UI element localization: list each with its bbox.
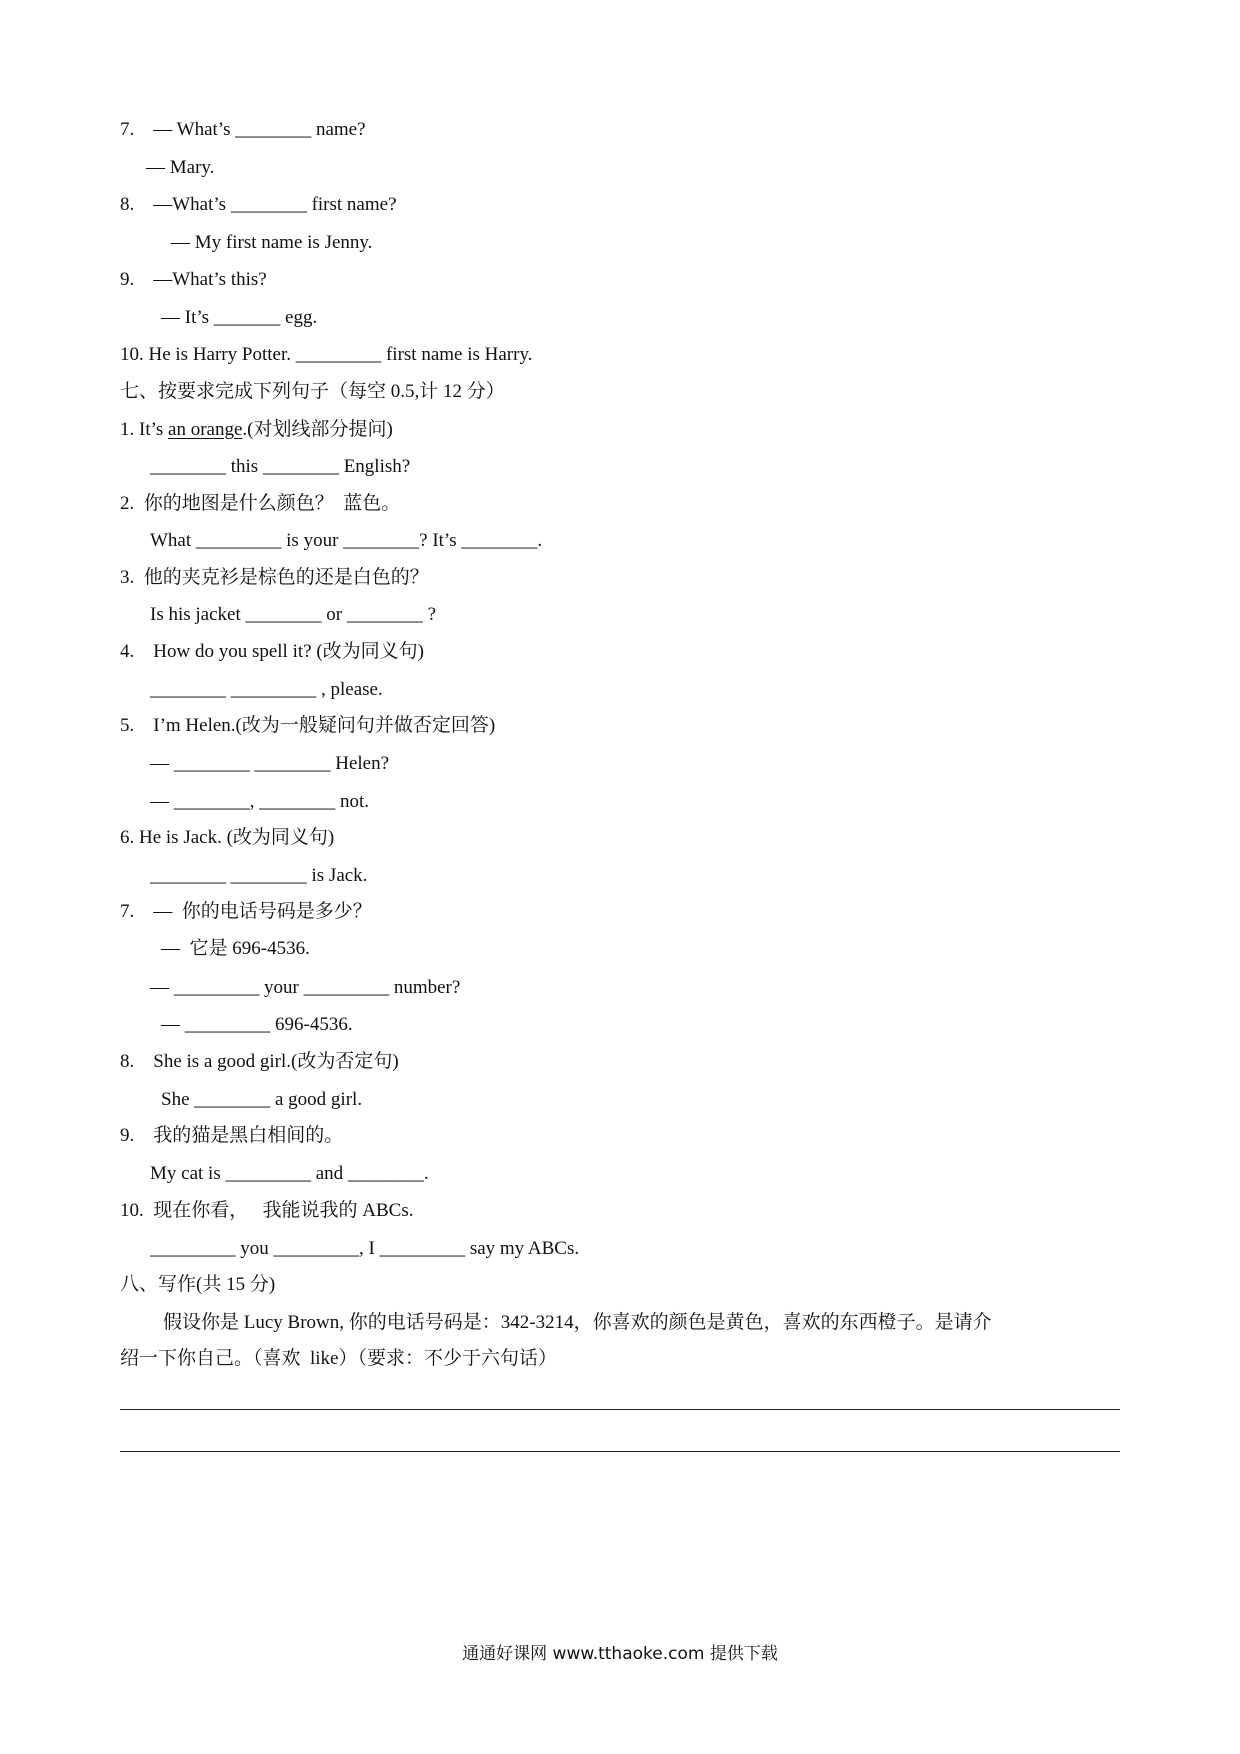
s7-item-1 xyxy=(120,418,393,442)
s7-item-1-underlined: an orange xyxy=(168,419,243,440)
s7-item-5: 5. I’m Helen.(改为一般疑问句并做否定回答) xyxy=(120,715,496,736)
writing-prompt-line-1: 假设你是 Lucy Brown, 你的电话号码是：342-3214，你喜欢的颜色是黄色，喜欢的东西橙子。是请介 xyxy=(163,1312,992,1333)
s7-item-7-answer-line: — _________ 696-4536. xyxy=(161,1014,353,1035)
s7-item-7-question-line: — _________ your _________ number? xyxy=(150,977,461,998)
item-7-question: 7. — What’s ________ name? xyxy=(120,119,366,140)
s7-item-2: 2. 你的地图是什么颜色？ 蓝色。 xyxy=(120,493,401,514)
section-8-heading: 八、写作(共 15 分) xyxy=(120,1274,276,1295)
writing-rule-1 xyxy=(120,1409,1120,1410)
s7-item-7: 7. — 你的电话号码是多少？ xyxy=(120,901,372,922)
s7-item-5-answer-line: — ________, ________ not. xyxy=(150,791,370,812)
s7-item-2-blank-line: What _________ is your ________? It’s ________. xyxy=(150,530,543,551)
s7-item-7-answer-cn: — 它是 696-4536. xyxy=(161,938,310,959)
s7-item-8-blank-line: She ________ a good girl. xyxy=(161,1089,363,1110)
item-7-answer: — Mary. xyxy=(146,157,215,178)
s7-item-4: 4. How do you spell it? (改为同义句) xyxy=(120,641,424,662)
s7-item-8: 8. She is a good girl.(改为否定句) xyxy=(120,1051,399,1072)
writing-rule-2 xyxy=(120,1451,1120,1452)
s7-item-1-suffix: .(对划线部分提问) xyxy=(242,419,393,440)
s7-item-1-blank-line: ________ this ________ English? xyxy=(150,456,411,477)
s7-item-10: 10. 现在你看， 我能说我的 ABCs. xyxy=(120,1200,414,1221)
s7-item-6-blank-line: ________ ________ is Jack. xyxy=(150,865,368,886)
s7-item-3-blank-line: Is his jacket ________ or ________ ? xyxy=(150,604,437,625)
item-8-question: 8. —What’s ________ first name? xyxy=(120,194,397,215)
s7-item-6: 6. He is Jack. (改为同义句) xyxy=(120,827,335,848)
s7-item-9-blank-line: My cat is _________ and ________. xyxy=(150,1163,429,1184)
s7-item-5-question-line: — ________ ________ Helen? xyxy=(150,753,390,774)
item-10: 10. He is Harry Potter. _________ first name is Harry. xyxy=(120,344,533,365)
item-9-question: 9. —What’s this? xyxy=(120,269,267,290)
s7-item-3: 3. 他的夹克衫是棕色的还是白色的？ xyxy=(120,567,429,588)
footer-credit: 通通好课网 www.tthaoke.com 提供下载 xyxy=(462,1644,778,1664)
writing-prompt-line-2: 绍一下你自己。（喜欢 like）（要求：不少于六句话） xyxy=(120,1348,557,1369)
item-8-answer: — My first name is Jenny. xyxy=(171,232,373,253)
s7-item-1-prefix: 1. It’s xyxy=(120,419,169,440)
item-9-answer: — It’s _______ egg. xyxy=(161,307,318,328)
s7-item-9: 9. 我的猫是黑白相间的。 xyxy=(120,1125,344,1146)
s7-item-4-blank-line: ________ _________ , please. xyxy=(150,679,383,700)
s7-item-10-blank-line: _________ you _________, I _________ say my ABCs. xyxy=(150,1238,580,1259)
section-7-heading: 七、按要求完成下列句子（每空 0.5,计 12 分） xyxy=(120,381,505,402)
